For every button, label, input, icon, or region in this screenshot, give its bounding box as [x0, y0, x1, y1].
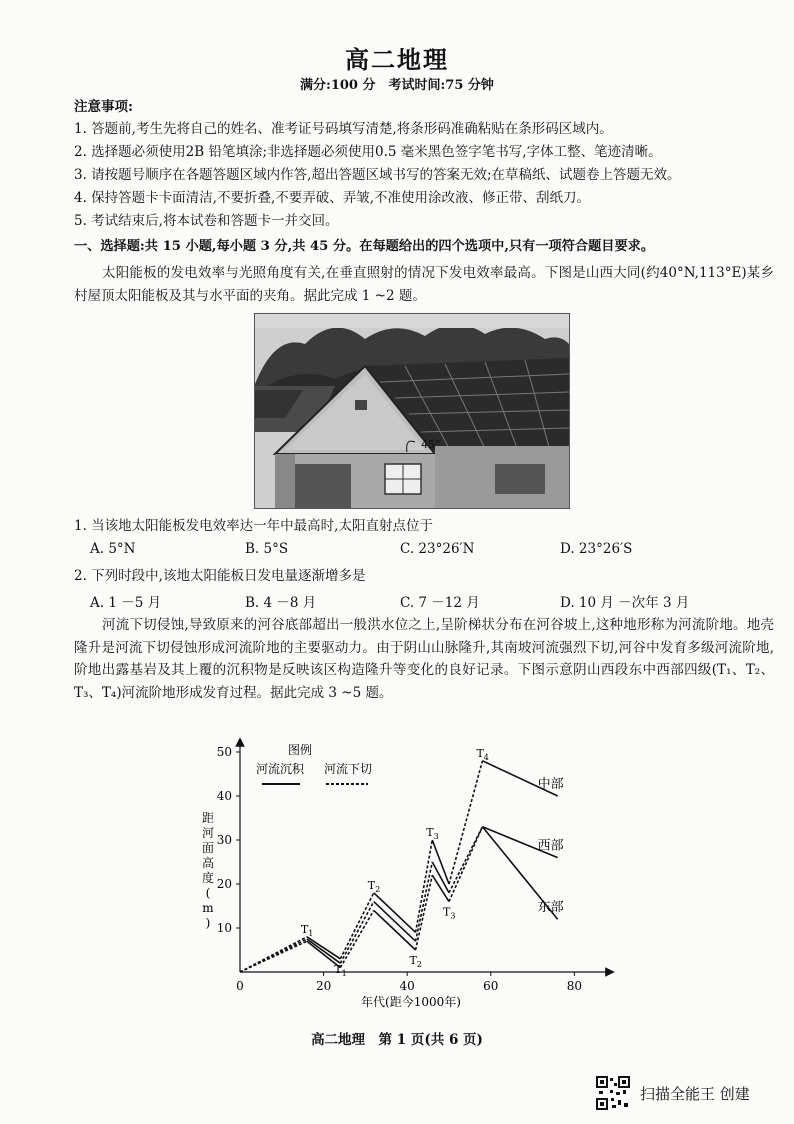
- terrace-label: $T_3$: [443, 905, 456, 921]
- x-tick-label: 80: [566, 979, 583, 993]
- x-tick-label: 60: [483, 979, 499, 993]
- solar-roof-photo: [254, 313, 570, 509]
- question-2-stem: 2. 下列时段中,该地太阳能板日发电量逐渐增多是: [74, 568, 366, 584]
- terrace-label: $T_4$: [476, 746, 489, 762]
- note-item: 2. 选择题必须使用2B 铅笔填涂;非选择题必须使用0.5 毫米黑色签字笔书写,字体工整、笔迹清晰。: [74, 144, 662, 160]
- qr-code-icon: [596, 1076, 630, 1110]
- series-segment-1: [449, 761, 482, 884]
- y-label-char: 面: [201, 841, 215, 855]
- y-tick-label: 30: [216, 833, 232, 847]
- x-tick-label: 0: [236, 979, 244, 993]
- question-1-stem: 1. 当该地太阳能板发电效率达一年中最高时,太阳直射点位于: [74, 518, 433, 534]
- terrace-label: $T_2$: [367, 878, 381, 894]
- terrace-label: $T_2$: [409, 954, 422, 969]
- y-tick-label: 20: [216, 877, 232, 891]
- y-label-char: 河: [201, 826, 215, 840]
- series-segment-1: [340, 893, 373, 959]
- y-label-char: m: [202, 901, 214, 915]
- option-a[interactable]: A. 1 －5 月: [90, 595, 162, 611]
- terrace-label: $T_1$: [300, 922, 314, 938]
- series-segment-3: [340, 910, 373, 967]
- x-tick-group: [236, 972, 582, 993]
- note-item: 5. 考试结束后,将本试卷和答题卡一并交回。: [74, 213, 339, 229]
- intro-text: 太阳能板的发电效率与光照角度有关,在垂直照射的情况下发电效率最高。下图是山西大同(约40°N,113°E)某乡村屋顶太阳能板及其与水平面的夹角。据此完成 1 ~2 题。: [74, 265, 774, 304]
- series-segment-3: [240, 941, 307, 972]
- question-2-options: [90, 591, 730, 611]
- series-segment-2: [307, 939, 340, 963]
- legend-label-incision: 河流下切: [323, 762, 373, 776]
- series-segment-3: [374, 910, 416, 950]
- option-c[interactable]: C. 7 －12 月: [400, 595, 480, 611]
- note-item: 1. 答题前,考生先将自己的姓名、准考证号码填写清楚,将条形码准确粘贴在条形码区域内。: [74, 121, 613, 137]
- intro-paragraph: [74, 262, 774, 307]
- x-tick-label: 40: [399, 979, 415, 993]
- series-segment-2: [416, 862, 433, 941]
- angle-label: 45°: [421, 438, 441, 451]
- y-tick-label: 40: [216, 789, 232, 803]
- series-group: [240, 761, 564, 972]
- terrace-label: $T_1$: [334, 962, 347, 978]
- question-1-options: [90, 541, 730, 561]
- y-label-char: 高: [201, 856, 215, 870]
- note-item: 3. 请按题号顺序在各题答题区域内作答,超出答题区域书写的答案无效;在草稿纸、试题卷上答题无效。: [74, 167, 681, 183]
- series-segment-2: [340, 902, 373, 964]
- option-d[interactable]: D. 10 月 －次年 3 月: [560, 595, 690, 611]
- exam-info: 满分:100 分 考试时间:75 分钟: [300, 78, 494, 93]
- y-label-char: 度: [201, 871, 215, 885]
- solar-roof-illustration: [255, 314, 569, 508]
- section-heading: 一、选择题:共 15 小题,每小题 3 分,共 45 分。在每题给出的四个选项中,只有一项符合题目要求。: [74, 239, 655, 254]
- option-c[interactable]: C. 23°26′N: [400, 541, 475, 557]
- option-b[interactable]: B. 5°S: [245, 541, 289, 557]
- note-item: 4. 保持答题卡卡面清洁,不要折叠,不要弄破、弄皱,不准使用涂改液、修正带、刮纸刀。: [74, 190, 591, 206]
- series-segment-1: [374, 893, 416, 933]
- notes-heading: 注意事项:: [74, 99, 133, 115]
- legend-label-deposition: 河流沉积: [255, 762, 305, 776]
- series-label: 东部: [537, 900, 564, 916]
- intro2-text: 河流下切侵蚀,导致原来的河谷底部超出一般洪水位之上,呈阶梯状分布在河谷坡上,这种地形称为河流阶地。地壳隆升是河流下切侵蚀形成河流阶地的主要驱动力。由于阴山山脉隆升,其南坡河流强烈下切,河谷中发育多级河流阶地,阶地出露基岩及其上覆的沉积物是反映该区构造隆升等变化的良好记录。下图示意阴山西段东中西部四级(T₁、T₂、T₃、T₄)河流阶地形成发育过程。据此完成 3 ~5 题。: [74, 617, 774, 701]
- scanner-text: 扫描全能王 创建: [640, 1085, 750, 1103]
- x-axis-label: 年代(距今1000年): [361, 995, 461, 1009]
- option-a[interactable]: A. 5°N: [90, 541, 136, 557]
- y-axis-label: [202, 811, 214, 930]
- intro-paragraph-2: [74, 614, 774, 704]
- y-tick-group: [217, 745, 240, 935]
- series-label: 西部: [537, 838, 564, 854]
- series-segment-1: [307, 937, 340, 959]
- option-d[interactable]: D. 23°26′S: [560, 541, 633, 557]
- y-label-char: 距: [201, 811, 215, 825]
- legend-title: 图例: [287, 743, 313, 757]
- y-tick-label: 50: [216, 745, 232, 759]
- series-label: 中部: [537, 777, 564, 792]
- terrace-chart: [196, 738, 616, 1020]
- series-segment-2: [374, 902, 416, 942]
- x-tick-label: 20: [315, 979, 332, 993]
- y-label-char: (: [205, 886, 211, 900]
- page-footer: 高二地理 第 1 页(共 6 页): [311, 1032, 483, 1048]
- terrace-label: $T_3$: [426, 826, 439, 841]
- annotation-group: [301, 747, 489, 978]
- option-b[interactable]: B. 4 －8 月: [245, 595, 317, 611]
- y-label-char: ): [205, 916, 211, 930]
- y-tick-label: 10: [216, 921, 232, 935]
- page-title: 高二地理: [345, 45, 449, 74]
- scanner-watermark: [596, 1076, 786, 1110]
